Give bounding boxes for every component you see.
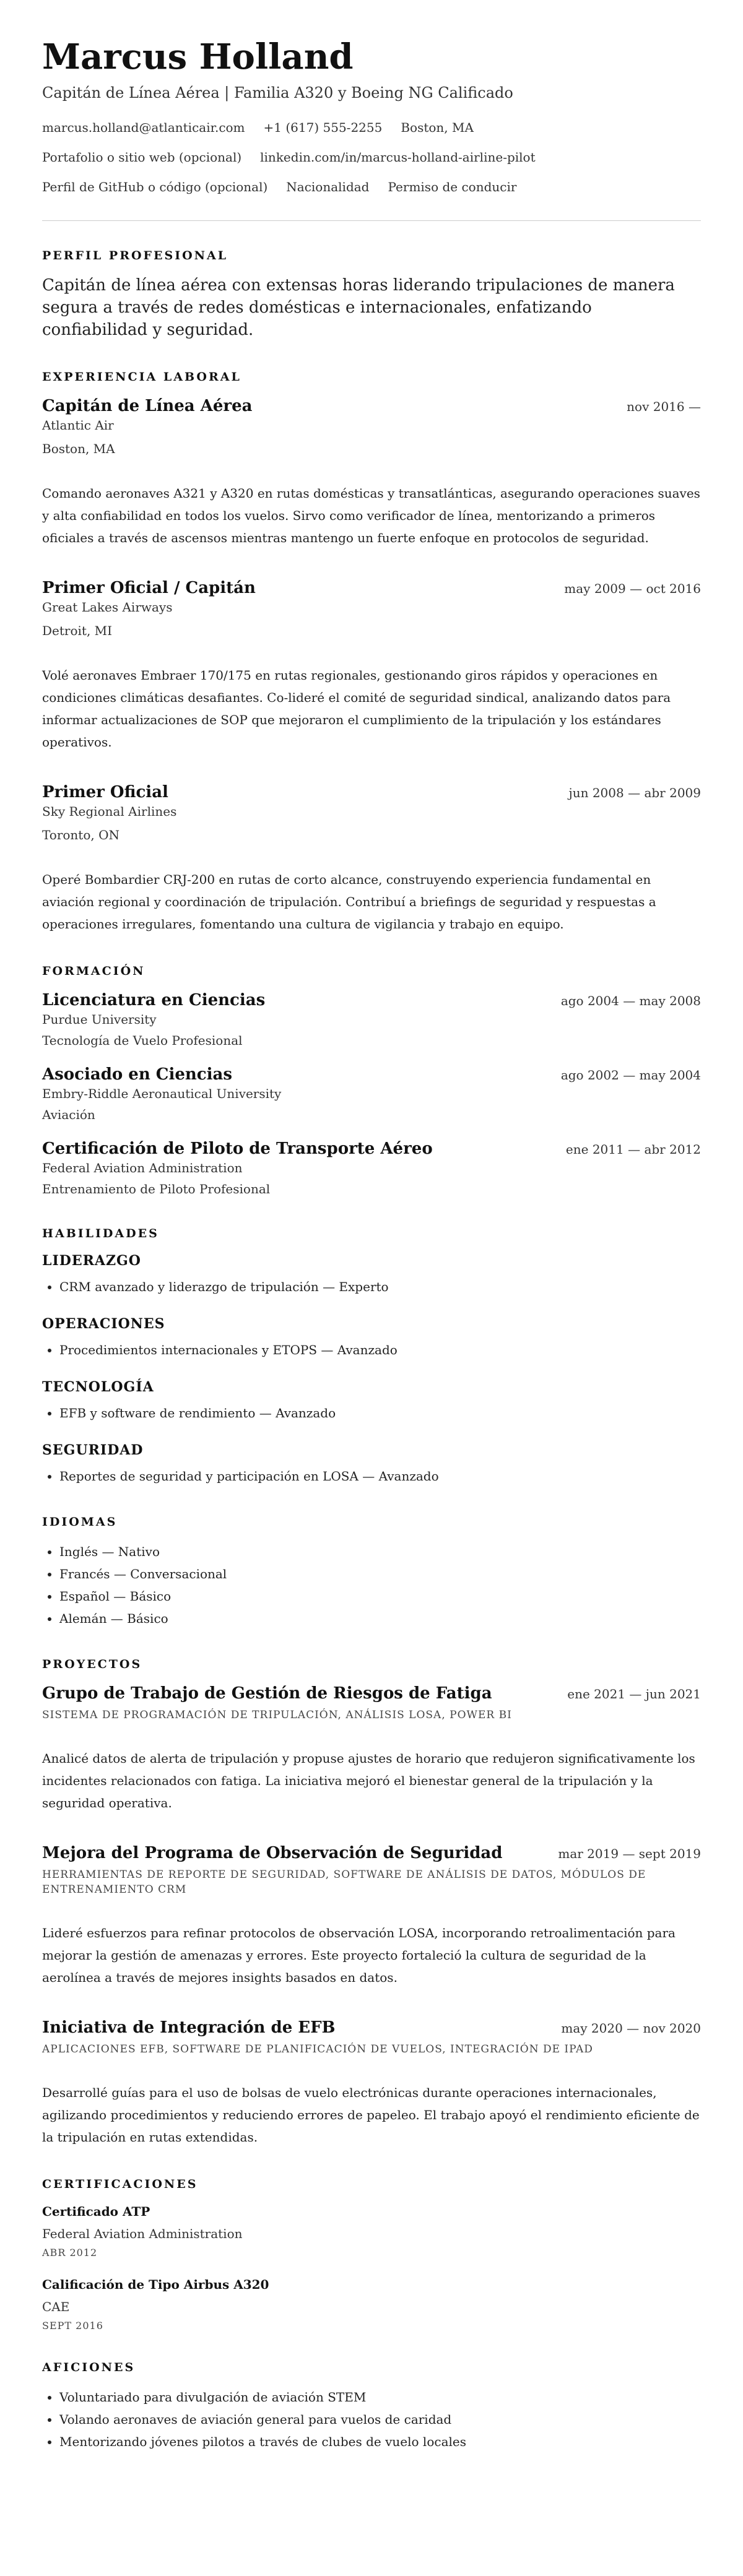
nationality: Nacionalidad xyxy=(286,179,370,194)
project-dates: ene 2021 — jun 2021 xyxy=(567,1687,701,1701)
job-location: Toronto, ON xyxy=(42,828,119,842)
certification-entry xyxy=(42,2276,701,2333)
project-tags: HERRAMIENTAS DE REPORTE DE SEGURIDAD, SOFTWARE DE ANÁLISIS DE DATOS, MÓDULOS DE ENTRENAMIENTO CRM xyxy=(42,1869,646,1896)
language-list xyxy=(42,1541,701,1630)
school: Purdue University xyxy=(42,1012,157,1027)
projects-section xyxy=(42,1657,701,2148)
degree: Asociado en Ciencias xyxy=(42,1065,232,1084)
experience-section xyxy=(42,370,701,935)
project-dates: may 2020 — nov 2020 xyxy=(561,2021,701,2036)
language-item: • Español — Básico xyxy=(59,1585,701,1607)
job-description: Operé Bombardier CRJ-200 en rutas de corto alcance, construyendo experiencia fundamental en aviación regional y coordinación de tripulación. Contribuí a briefings de seguridad y respuestas a operaciones irregulares, fomentando una cultura de vigilancia y trabajo en equipo. xyxy=(42,872,656,931)
skill-item: • Reportes de seguridad y participación en LOSA — Avanzado xyxy=(59,1465,701,1487)
section-title-languages: IDIOMAS xyxy=(42,1515,118,1529)
certification-name: Certificado ATP xyxy=(42,2204,150,2219)
section-title-hobbies: AFICIONES xyxy=(42,2361,136,2374)
certification-issuer: Federal Aviation Administration xyxy=(42,2226,243,2241)
education-section xyxy=(42,964,701,1198)
project-entry xyxy=(42,1843,701,1989)
project-entry xyxy=(42,2017,701,2148)
candidate-name: Marcus Holland xyxy=(42,37,354,77)
field-of-study: Tecnología de Vuelo Profesional xyxy=(42,1033,243,1048)
hobby-item: • Voluntariado para divulgación de aviación STEM xyxy=(59,2386,701,2408)
skill-item: • CRM avanzado y liderazgo de tripulación — Experto xyxy=(59,1276,701,1298)
skills-section xyxy=(42,1226,701,1487)
field-of-study: Entrenamiento de Piloto Profesional xyxy=(42,1182,271,1196)
job-description: Volé aeronaves Embraer 170/175 en rutas regionales, gestionando giros rápidos y operaciones en condiciones climáticas desafiantes. Co-lideré el comité de seguridad sindical, analizando datos para informar actualizaciones de SOP que mejoraron el cumplimiento de la tripulación y los estándares operativos. xyxy=(42,668,671,750)
skill-list xyxy=(42,1402,701,1424)
hobby-list xyxy=(42,2386,701,2453)
skill-item: • EFB y software de rendimiento — Avanzado xyxy=(59,1402,701,1424)
field-of-study: Aviación xyxy=(42,1107,95,1122)
language-item: • Alemán — Básico xyxy=(59,1607,701,1630)
header-divider xyxy=(42,220,701,221)
skill-category: SEGURIDAD xyxy=(42,1442,144,1458)
section-title-certifications: CERTIFICACIONES xyxy=(42,2177,198,2191)
education-entry xyxy=(42,1064,701,1123)
skill-category: LIDERAZGO xyxy=(42,1253,141,1269)
project-dates: mar 2019 — sept 2019 xyxy=(558,1846,701,1861)
skill-category: TECNOLOGÍA xyxy=(42,1379,154,1395)
certification-entry xyxy=(42,2203,701,2260)
section-title-projects: PROYECTOS xyxy=(42,1658,142,1671)
project-name: Iniciativa de Integración de EFB xyxy=(42,2018,336,2037)
github-link[interactable]: Perfil de GitHub o código (opcional) xyxy=(42,179,268,194)
job-entry xyxy=(42,395,701,549)
project-description: Desarrollé guías para el uso de bolsas de vuelo electrónicas durante operaciones internacionales, agilizando procedimientos y reduciendo errores de papeleo. El trabajo apoyó el rendimiento eficiente de la tripulación en rutas extendidas. xyxy=(42,2085,700,2145)
job-title: Primer Oficial / Capitán xyxy=(42,579,256,597)
skill-list xyxy=(42,1276,701,1298)
certification-date: SEPT 2016 xyxy=(42,2320,103,2332)
contact-row-1 xyxy=(42,119,701,136)
job-company: Atlantic Air xyxy=(42,418,114,433)
certification-date: ABR 2012 xyxy=(42,2247,98,2258)
job-entry xyxy=(42,782,701,935)
project-tags: SISTEMA DE PROGRAMACIÓN DE TRIPULACIÓN, ANÁLISIS LOSA, POWER BI xyxy=(42,1709,512,1721)
driving-license: Permiso de conducir xyxy=(388,179,517,194)
contact-row-2 xyxy=(42,149,701,166)
language-item: • Inglés — Nativo xyxy=(59,1541,701,1563)
summary-section xyxy=(42,248,701,341)
language-item: • Francés — Conversacional xyxy=(59,1563,701,1585)
project-tags: APLICACIONES EFB, SOFTWARE DE PLANIFICACIÓN DE VUELOS, INTEGRACIÓN DE IPAD xyxy=(42,2043,593,2055)
languages-section xyxy=(42,1515,701,1630)
job-description: Comando aeronaves A321 y A320 en rutas domésticas y transatlánticas, asegurando operaciones suaves y alta confiabilidad en todos los vuelos. Sirvo como verificador de línea, mentorizando a primeros oficiales a través de ascensos mientras mantengo un fuerte enfoque en protocolos de seguridad. xyxy=(42,486,700,545)
skill-list xyxy=(42,1339,701,1361)
location: Boston, MA xyxy=(401,120,474,135)
skill-item: • Procedimientos internacionales y ETOPS — Avanzado xyxy=(59,1339,701,1361)
school: Embry-Riddle Aeronautical University xyxy=(42,1086,282,1101)
job-title: Capitán de Línea Aérea xyxy=(42,397,253,415)
project-description: Analicé datos de alerta de tripulación y propuse ajustes de horario que redujeron significativamente los incidentes relacionados con fatiga. La iniciativa mejoró el bienestar general de la tripulación y la seguridad operativa. xyxy=(42,1751,695,1810)
certification-name: Calificación de Tipo Airbus A320 xyxy=(42,2277,269,2292)
project-description: Lideré esfuerzos para refinar protocolos de observación LOSA, incorporando retroalimentación para mejorar la gestión de amenazas y errores. Este proyecto fortaleció la cultura de seguridad de la aerolínea a través de mejores insights basados en datos. xyxy=(42,1926,676,1985)
job-company: Sky Regional Airlines xyxy=(42,804,177,819)
school: Federal Aviation Administration xyxy=(42,1160,243,1175)
headline: Capitán de Línea Aérea | Familia A320 y Boeing NG Calificado xyxy=(42,84,513,102)
section-title-skills: HABILIDADES xyxy=(42,1227,159,1240)
email[interactable]: marcus.holland@atlanticair.com xyxy=(42,120,245,135)
skill-list xyxy=(42,1465,701,1487)
section-title-experience: EXPERIENCIA LABORAL xyxy=(42,370,241,384)
education-dates: ago 2004 — may 2008 xyxy=(560,993,701,1008)
section-spacer xyxy=(42,1487,701,1515)
job-company: Great Lakes Airways xyxy=(42,600,173,615)
contact-row-3 xyxy=(42,178,701,196)
portfolio-link[interactable]: Portafolio o sitio web (opcional) xyxy=(42,150,242,165)
certification-issuer: CAE xyxy=(42,2299,70,2314)
job-location: Boston, MA xyxy=(42,441,115,456)
project-name: Grupo de Trabajo de Gestión de Riesgos de Fatiga xyxy=(42,1684,492,1703)
skill-category: OPERACIONES xyxy=(42,1316,165,1332)
degree: Licenciatura en Ciencias xyxy=(42,991,266,1009)
job-dates: nov 2016 — xyxy=(627,399,701,414)
section-spacer xyxy=(42,1630,701,1657)
phone[interactable]: +1 (617) 555-2255 xyxy=(263,120,383,135)
education-entry xyxy=(42,1138,701,1198)
hobby-item: • Volando aeronaves de aviación general para vuelos de caridad xyxy=(59,2408,701,2431)
hobbies-section xyxy=(42,2360,701,2453)
project-name: Mejora del Programa de Observación de Seguridad xyxy=(42,1844,503,1862)
job-title: Primer Oficial xyxy=(42,783,168,802)
education-entry xyxy=(42,990,701,1049)
job-dates: may 2009 — oct 2016 xyxy=(564,581,701,596)
job-location: Detroit, MI xyxy=(42,623,113,638)
hobby-item: • Mentorizando jóvenes pilotos a través de clubes de vuelo locales xyxy=(59,2431,701,2453)
certifications-section xyxy=(42,2177,701,2333)
education-dates: ene 2011 — abr 2012 xyxy=(565,1142,701,1157)
section-title-summary: PERFIL PROFESIONAL xyxy=(42,249,228,262)
resume-header xyxy=(42,37,701,196)
summary-text: Capitán de línea aérea con extensas horas liderando tripulaciones de manera segura a través de redes domésticas e internacionales, enfatizando confiabilidad y seguridad. xyxy=(42,276,675,339)
job-entry xyxy=(42,577,701,753)
education-dates: ago 2002 — may 2004 xyxy=(560,1068,701,1083)
project-entry xyxy=(42,1683,701,1814)
linkedin-link[interactable]: linkedin.com/in/marcus-holland-airline-pilot xyxy=(260,150,536,165)
section-title-education: FORMACIÓN xyxy=(42,964,146,978)
degree: Certificación de Piloto de Transporte Aéreo xyxy=(42,1139,433,1158)
section-spacer xyxy=(42,2349,701,2360)
job-dates: jun 2008 — abr 2009 xyxy=(568,785,701,800)
